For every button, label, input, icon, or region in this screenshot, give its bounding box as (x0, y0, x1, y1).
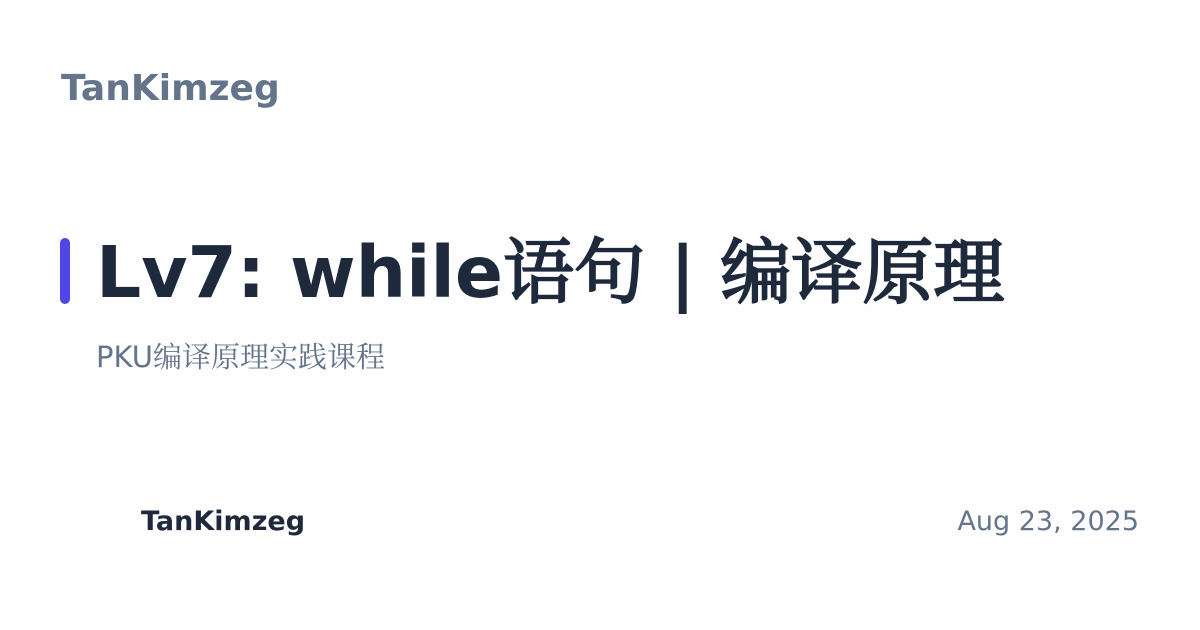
author-name: TanKimzeg (141, 506, 306, 537)
page-title: Lv7: while语句 | 编译原理 (96, 231, 1005, 314)
site-name: TanKimzeg (61, 68, 280, 109)
title-accent-bar (60, 238, 70, 304)
page-subtitle: PKU编译原理实践课程 (96, 340, 385, 374)
post-date: Aug 23, 2025 (957, 506, 1139, 537)
